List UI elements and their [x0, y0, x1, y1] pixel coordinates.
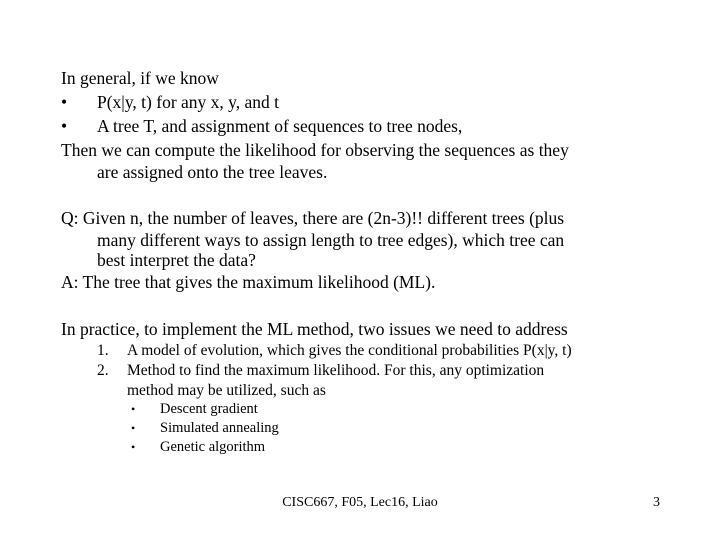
- intro-bullet-1: [61, 90, 661, 114]
- list-number: 1.: [97, 342, 109, 359]
- issue-text: A model of evolution, which gives the conditional probabilities P(x|y, t): [127, 342, 572, 359]
- optimization-methods-list: [131, 400, 431, 457]
- intro-conclusion-line-2: are assigned onto the tree leaves.: [97, 162, 328, 182]
- method-text: Simulated annealing: [160, 420, 279, 436]
- slide-footer: CISC667, F05, Lec16, Liao: [282, 495, 438, 510]
- list-item-method-1: [131, 400, 431, 419]
- question-line-3: best interpret the data?: [97, 250, 256, 270]
- method-text: Genetic algorithm: [160, 439, 266, 455]
- issue-text: Method to find the maximum likelihood. For this, any optimization: [127, 362, 545, 379]
- issues-list: [97, 341, 657, 401]
- qa-section: [61, 206, 661, 294]
- question-line-2: many different ways to assign length to tree edges), which tree can: [97, 230, 565, 250]
- intro-heading: In general, if we know: [61, 68, 219, 88]
- intro-conclusion-line-1: Then we can compute the likelihood for observing the sequences as they: [61, 140, 569, 160]
- page-number: 3: [653, 495, 660, 510]
- question-line-1: Q: Given n, the number of leaves, there are (2n-3)!! different trees (plus: [61, 208, 565, 228]
- issue-text-continued: method may be utilized, such as: [127, 382, 326, 399]
- list-item-method-2: [131, 419, 431, 438]
- intro-bullet-2: [61, 114, 661, 138]
- list-item-issue-1: [97, 341, 657, 361]
- list-item-issue-2: [97, 361, 657, 401]
- method-text: Descent gradient: [160, 401, 258, 417]
- bullet-marker: •: [131, 421, 136, 435]
- bullet-marker: •: [131, 440, 136, 454]
- practice-lead: In practice, to implement the ML method, two issues we need to address: [61, 319, 568, 339]
- list-number: 2.: [97, 362, 109, 379]
- intro-bullet-text: A tree T, and assignment of sequences to tree nodes,: [97, 116, 463, 136]
- intro-section: [61, 66, 661, 182]
- list-item-method-3: [131, 438, 431, 457]
- answer-line: A: The tree that gives the maximum likelihood (ML).: [61, 272, 436, 292]
- bullet-marker: •: [61, 116, 68, 136]
- intro-bullet-text: P(x|y, t) for any x, y, and t: [97, 92, 280, 112]
- bullet-marker: •: [61, 92, 68, 112]
- bullet-marker: •: [131, 402, 136, 416]
- practice-section: [61, 317, 661, 341]
